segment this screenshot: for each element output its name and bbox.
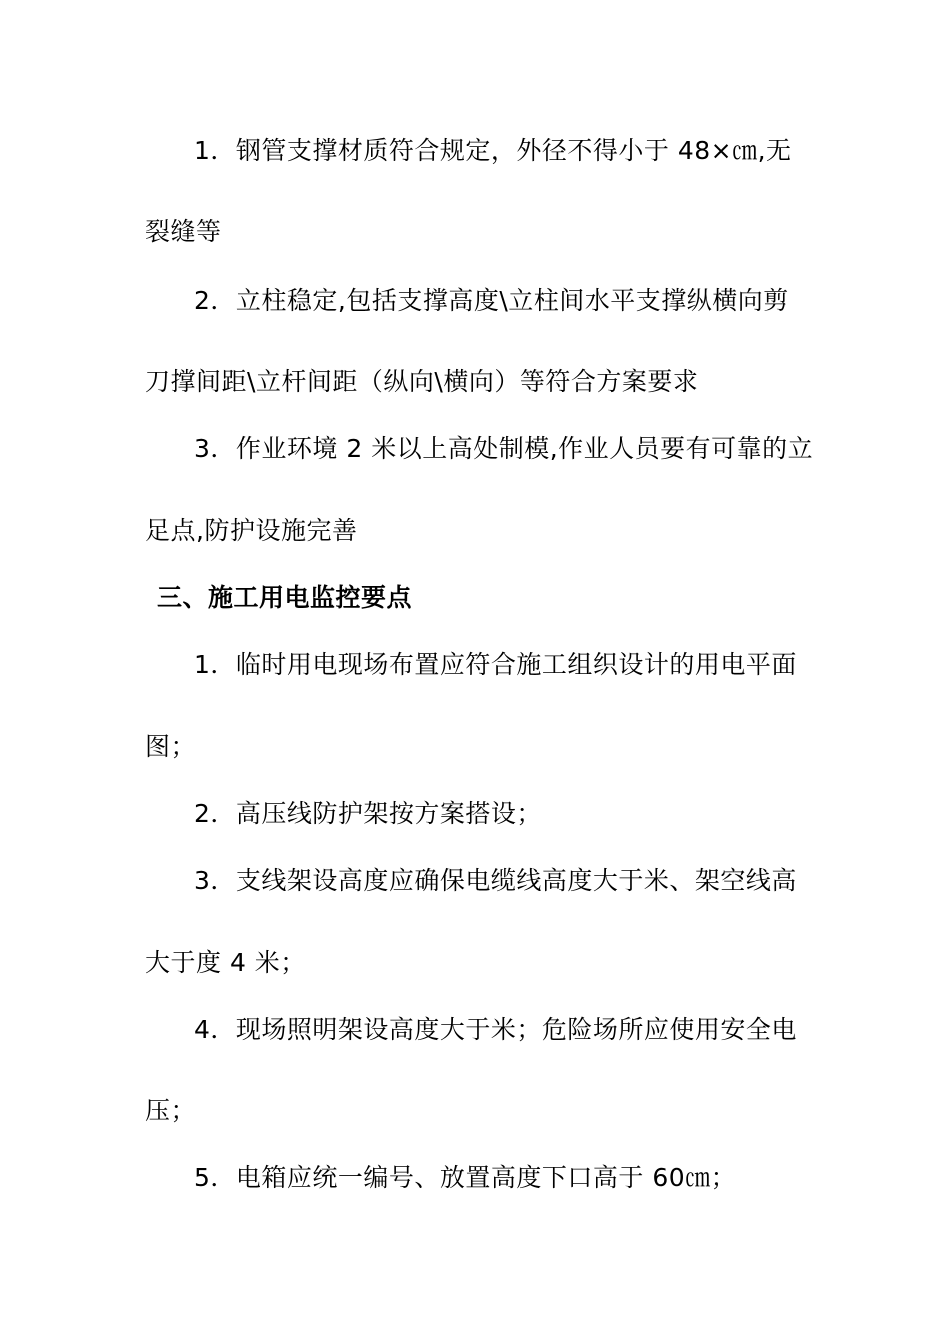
paragraph-line: 3．作业环境 2 米以上高处制模,作业人员要有可靠的立 <box>194 434 814 463</box>
section-heading: 三、施工用电监控要点 <box>157 583 413 612</box>
paragraph-line: 4．现场照明架设高度大于米；危险场所应使用安全电 <box>194 1015 797 1044</box>
paragraph-line: 3．支线架设高度应确保电缆线高度大于米、架空线高 <box>194 866 797 895</box>
paragraph-line: 足点,防护设施完善 <box>145 516 358 545</box>
paragraph-line: 压； <box>145 1096 197 1125</box>
paragraph-line: 裂缝等 <box>145 217 222 246</box>
paragraph-line: 5．电箱应统一编号、放置高度下口高于 60㎝； <box>194 1163 737 1192</box>
paragraph-line: 刀撑间距\立杆间距（纵向\横向）等符合方案要求 <box>145 367 699 396</box>
paragraph-line: 2．立柱稳定,包括支撑高度\立柱间水平支撑纵横向剪 <box>194 286 789 315</box>
paragraph-line: 1．临时用电现场布置应符合施工组织设计的用电平面 <box>194 650 797 679</box>
paragraph-line: 2．高压线防护架按方案搭设； <box>194 799 542 828</box>
paragraph-line: 大于度 4 米； <box>145 948 306 977</box>
paragraph-line: 1．钢管支撑材质符合规定，外径不得小于 48×㎝,无 <box>194 136 792 165</box>
paragraph-line: 图； <box>145 732 197 761</box>
